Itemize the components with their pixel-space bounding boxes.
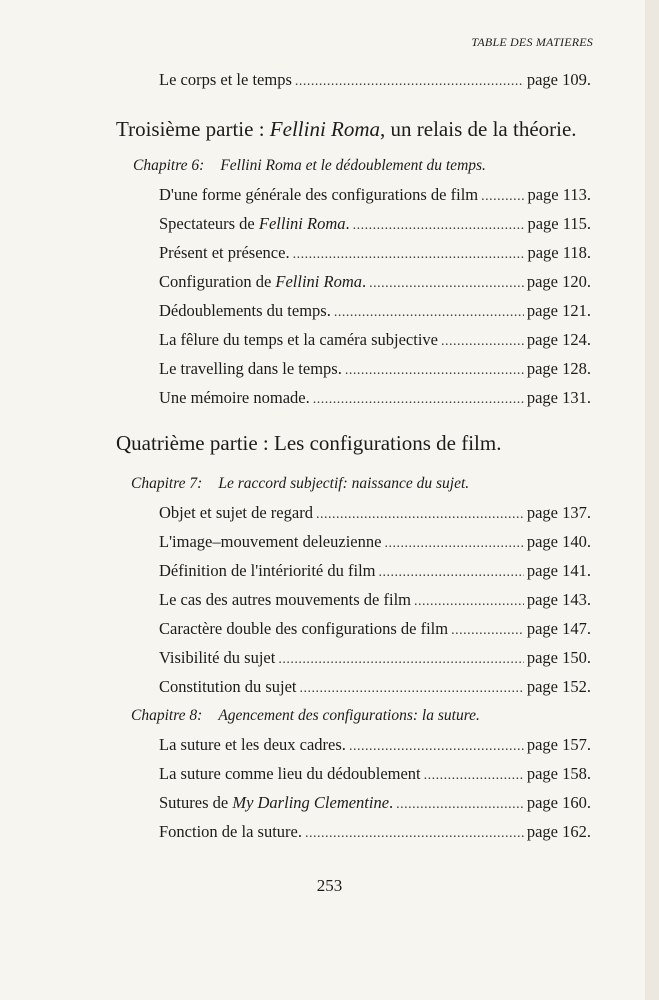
part-heading: Quatrième partie : Les configurations de film. — [116, 431, 502, 455]
entry-title: La suture comme lieu du dédoublement — [159, 764, 421, 783]
dot-leader — [293, 245, 525, 265]
entry-page: page 143. — [526, 590, 591, 609]
entry-title: Présent et présence. — [159, 243, 290, 262]
title-part: Sutures de — [159, 793, 233, 812]
entry-page: page 120. — [526, 272, 591, 291]
dot-leader — [451, 621, 524, 641]
dot-leader — [424, 766, 524, 786]
entry-page: page 140. — [526, 532, 591, 551]
part-heading — [116, 116, 577, 142]
toc-entry — [159, 590, 591, 612]
entry-page: page 128. — [526, 359, 591, 378]
toc-entry — [159, 330, 591, 352]
title-italic: Fellini Roma — [258, 214, 346, 233]
chapter-number: Chapitre 7: — [131, 475, 203, 492]
dot-leader — [349, 737, 524, 757]
dot-leader — [384, 534, 523, 554]
entry-page: page 124. — [526, 330, 591, 349]
toc-entry — [159, 648, 591, 670]
dot-leader — [313, 390, 524, 410]
toc-entry — [159, 70, 591, 92]
entry-title: La suture et les deux cadres. — [159, 735, 346, 754]
entry-title — [159, 793, 393, 813]
dot-leader — [316, 505, 524, 525]
part-prefix: Troisième partie : — [116, 117, 270, 141]
entry-title: Visibilité du sujet — [159, 648, 276, 667]
toc-entry — [159, 185, 591, 207]
toc-entry — [159, 822, 591, 844]
entry-title: Définition de l'intériorité du film — [159, 561, 376, 580]
toc-entry — [159, 619, 591, 641]
dot-leader — [334, 303, 524, 323]
title-part: Spectateurs de — [159, 214, 259, 233]
entry-title: Le corps et le temps — [159, 70, 292, 89]
entry-title: Caractère double des configurations de film — [159, 619, 449, 638]
entry-title: Le cas des autres mouvements de film — [159, 590, 412, 609]
entry-page: page 109. — [526, 70, 591, 89]
toc-entry — [159, 561, 591, 583]
page-number: 253 — [316, 876, 343, 895]
dot-leader — [481, 187, 524, 207]
title-italic: Fellini Roma — [275, 272, 363, 291]
toc-entry — [159, 301, 591, 323]
toc-entry — [159, 388, 591, 410]
chapter-title: Agencement des configurations: la suture. — [218, 707, 480, 724]
running-head: TABLE DES MATIERES — [471, 35, 593, 49]
entry-page: page 137. — [526, 503, 591, 522]
entry-page: page 157. — [526, 735, 591, 754]
chapter-number: Chapitre 6: — [133, 157, 205, 174]
dot-leader — [396, 795, 524, 815]
entry-title: Objet et sujet de regard — [159, 503, 313, 522]
toc-entry — [159, 764, 591, 786]
title-part: Configuration de — [159, 272, 276, 291]
entry-title: Dédoublements du temps. — [159, 301, 331, 320]
entry-title: Fonction de la suture. — [159, 822, 302, 841]
chapter-heading — [131, 706, 480, 726]
entry-page: page 141. — [526, 561, 591, 580]
chapter-heading — [133, 156, 486, 176]
toc-entry — [159, 272, 591, 294]
toc-entry — [159, 735, 591, 757]
chapter-title: Fellini Roma et le dédoublement du temps. — [220, 157, 486, 174]
dot-leader — [414, 592, 524, 612]
chapter-heading — [131, 474, 469, 494]
dot-leader — [300, 679, 524, 699]
entry-page: page 115. — [527, 214, 591, 233]
dot-leader — [278, 650, 524, 670]
entry-page: page 118. — [527, 243, 591, 262]
title-part: . — [345, 214, 350, 233]
chapter-title: Le raccord subjectif: naissance du sujet. — [218, 475, 470, 492]
toc-entry — [159, 793, 591, 815]
entry-page: page 113. — [527, 185, 591, 204]
page-edge — [645, 0, 659, 1000]
dot-leader — [295, 72, 524, 92]
toc-entry — [159, 243, 591, 265]
entry-page: page 131. — [526, 388, 591, 407]
entry-page: page 158. — [526, 764, 591, 783]
entry-page: page 152. — [526, 677, 591, 696]
part-suffix: , un relais de la théorie. — [380, 117, 577, 141]
entry-title — [159, 272, 366, 292]
dot-leader — [345, 361, 524, 381]
entry-page: page 162. — [526, 822, 591, 841]
entry-page: page 121. — [526, 301, 591, 320]
title-italic: My Darling Clementine — [232, 793, 390, 812]
toc-entry — [159, 214, 591, 236]
entry-title: Une mémoire nomade. — [159, 388, 310, 407]
entry-title: Constitution du sujet — [159, 677, 297, 696]
dot-leader — [441, 332, 524, 352]
entry-title: La fêlure du temps et la caméra subjective — [159, 330, 438, 349]
entry-page: page 150. — [526, 648, 591, 667]
entry-title: L'image–mouvement deleuzienne — [159, 532, 382, 551]
chapter-number: Chapitre 8: — [131, 707, 203, 724]
dot-leader — [379, 563, 524, 583]
dot-leader — [305, 824, 524, 844]
toc-entry — [159, 503, 591, 525]
entry-title — [159, 214, 350, 234]
title-part: . — [389, 793, 394, 812]
toc-entry — [159, 677, 591, 699]
dot-leader — [353, 216, 525, 236]
dot-leader — [369, 274, 524, 294]
entry-page: page 147. — [526, 619, 591, 638]
part-title-italic: Fellini Roma — [269, 117, 381, 141]
toc-entry — [159, 359, 591, 381]
toc-entry — [159, 532, 591, 554]
entry-title: Le travelling dans le temps. — [159, 359, 342, 378]
entry-page: page 160. — [526, 793, 591, 812]
title-part: . — [362, 272, 367, 291]
entry-title: D'une forme générale des configurations de film — [159, 185, 479, 204]
